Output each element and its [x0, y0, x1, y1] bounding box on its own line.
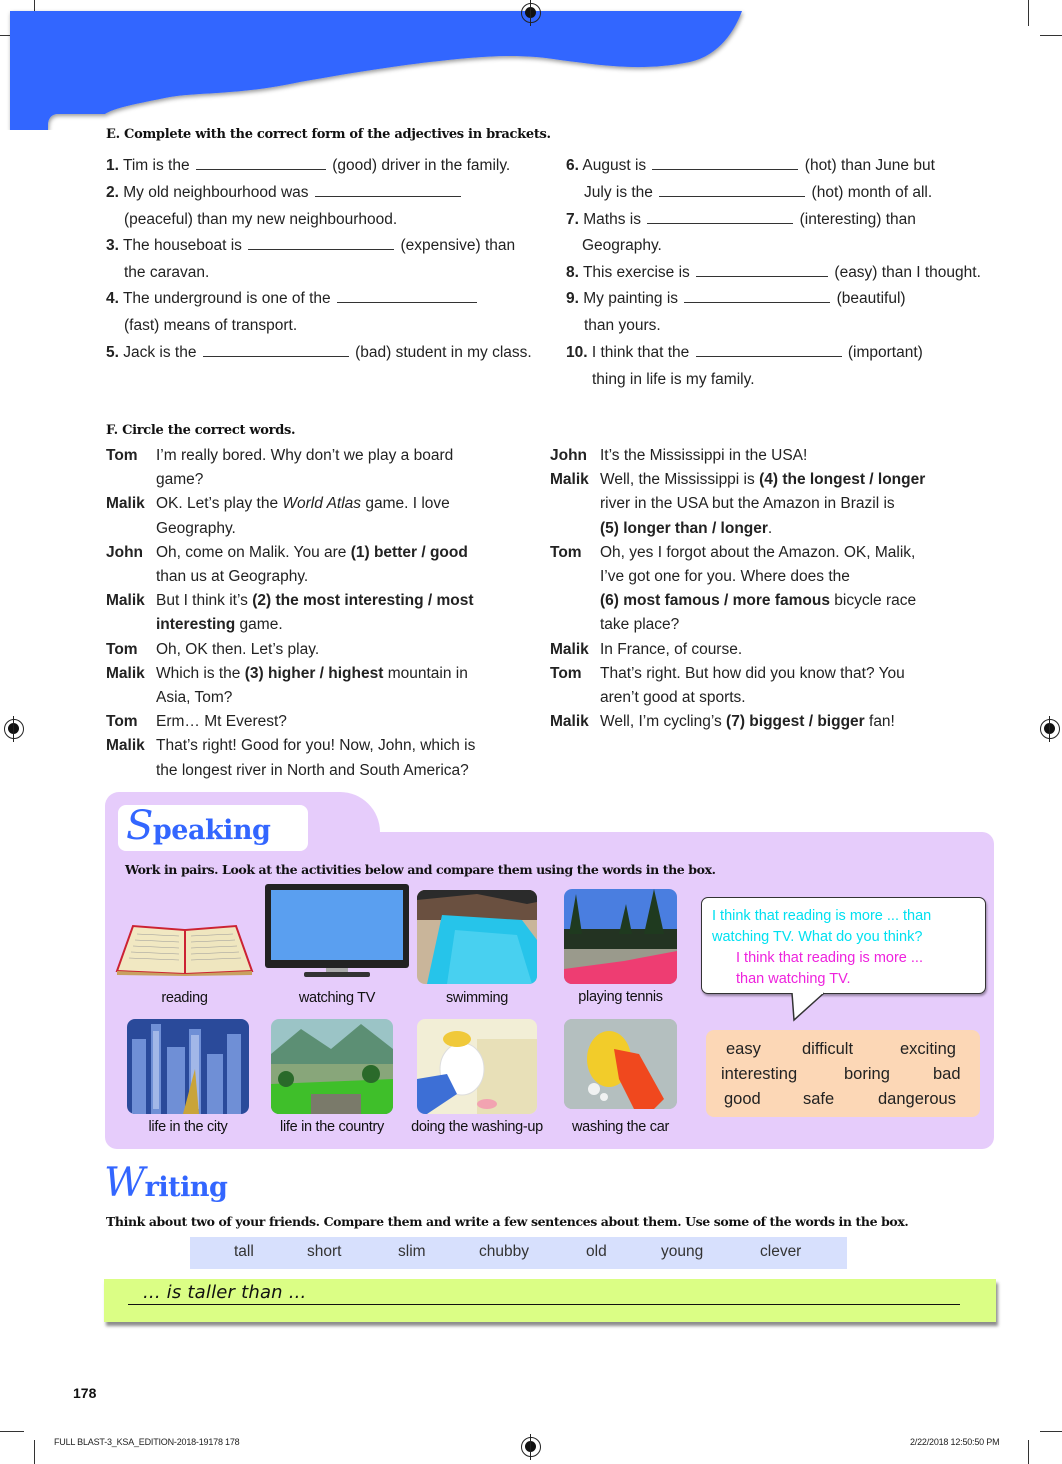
- pool-image: [417, 890, 537, 984]
- answer-blank[interactable]: [647, 210, 793, 224]
- speaking-tab-curve: [300, 792, 380, 837]
- writing-answer-line[interactable]: [128, 1304, 960, 1305]
- dialogue-right-column: [550, 444, 980, 734]
- activity-reading: reading: [113, 916, 256, 981]
- answer-blank[interactable]: [696, 343, 842, 357]
- word: young: [661, 1243, 704, 1260]
- answer-blank[interactable]: [659, 183, 805, 197]
- word: good: [724, 1090, 761, 1108]
- exercise-e-item-7-cont: Geography.: [582, 237, 662, 254]
- registration-mark-icon: [521, 3, 541, 23]
- exercise-e-item-3-cont: the caravan.: [124, 264, 210, 281]
- print-slug-left: FULL BLAST-3_KSA_EDITION-2018-19178 178: [54, 1437, 240, 1447]
- choice-option[interactable]: (4) the longest / longer: [759, 471, 926, 489]
- print-slug-right: 2/22/2018 12:50:50 PM: [910, 1437, 1000, 1447]
- word: tall: [234, 1243, 254, 1260]
- word: boring: [844, 1065, 890, 1083]
- activity-doing-the-washing-up: doing the washing-up: [417, 1019, 537, 1114]
- choice-option[interactable]: (7) biggest / bigger: [726, 713, 865, 731]
- choice-option[interactable]: (6) most famous / more famous: [600, 592, 830, 610]
- answer-blank[interactable]: [203, 343, 349, 357]
- page-number: 178: [73, 1385, 97, 1401]
- word: chubby: [479, 1243, 529, 1260]
- exercise-e-title: E. Complete with the correct form of the adjectives in brackets.: [106, 127, 551, 142]
- exercise-e-item-9-cont: than yours.: [584, 317, 661, 334]
- speech-bubble-tail: [788, 992, 828, 1022]
- speaking-word-box: [706, 1030, 980, 1117]
- exercise-e-item-10: 10. I think that the (important): [566, 344, 923, 361]
- writing-instruction: Think about two of your friends. Compare them and write a few sentences about them. Use some of the words in the box.: [106, 1214, 909, 1229]
- word: slim: [398, 1243, 426, 1260]
- speaking-instruction: Work in pairs. Look at the activities below and compare them using the words in the box.: [125, 862, 716, 877]
- exercise-e-item-2-cont: (peaceful) than my new neighbourhood.: [124, 211, 398, 228]
- dialogue-line: Tom That’s right. But how did you know that? You aren’t good at sports.: [550, 664, 905, 707]
- dialogue-line: John Oh, come on Malik. You are (1) better / good than us at Geography.: [106, 543, 468, 586]
- choice-option[interactable]: (5) longer than / longer: [600, 519, 768, 537]
- countryside-image: [271, 1019, 393, 1114]
- dialogue-line: Malik That’s right! Good for you! Now, John, which is the longest river in North and South America?: [106, 737, 476, 779]
- exercise-e-item-4-cont: (fast) means of transport.: [124, 317, 298, 334]
- crop-mark: [0, 1431, 24, 1432]
- exercise-e-item-4: 4. The underground is one of the: [106, 286, 479, 313]
- speech-bubble: I think that reading is more ... than watching TV. What do you think? I think that reading is more ... than watching TV.: [701, 897, 986, 994]
- registration-mark-icon: [521, 1437, 541, 1457]
- crop-mark: [34, 1440, 35, 1464]
- car-wash-image: [564, 1019, 677, 1109]
- dialogue-line: Malik Which is the (3) higher / highest mountain in Asia, Tom?: [106, 664, 468, 707]
- tv-image: [264, 882, 410, 977]
- answer-blank[interactable]: [684, 289, 830, 303]
- dialogue-line: Malik Well, the Mississippi is (4) the longest / longer river in the USA but the Amazon in Brazil is (5) longer than / longer.: [550, 471, 926, 537]
- activity-playing-tennis: playing tennis: [564, 889, 677, 984]
- word: safe: [803, 1090, 835, 1108]
- answer-blank[interactable]: [696, 263, 828, 277]
- exercise-e-item-3: 3. The houseboat is (expensive) than: [106, 237, 516, 254]
- word: bad: [933, 1065, 961, 1083]
- activity-watching-tv: watching TV: [264, 882, 410, 982]
- choice-option[interactable]: (3) higher / highest: [244, 664, 384, 682]
- answer-blank[interactable]: [315, 183, 461, 197]
- answer-blank[interactable]: [652, 156, 798, 170]
- dialogue-left-column: [106, 444, 526, 783]
- exercise-e-item-6-cont: July is the (hot) month of all.: [584, 184, 933, 201]
- writing-heading: Writing: [104, 1160, 228, 1206]
- dialogue-line: Tom Oh, OK then. Let’s play.: [106, 640, 320, 658]
- word: exciting: [900, 1040, 956, 1058]
- exercise-e-item-1: 1. Tim is the (good) driver in the family.: [106, 157, 511, 174]
- crop-mark: [1028, 1440, 1029, 1464]
- exercise-e-item-5: 5. Jack is the (bad) student in my class.: [106, 344, 532, 361]
- activity-life-in-the-city: life in the city: [127, 1019, 249, 1114]
- word: old: [586, 1243, 607, 1260]
- answer-blank[interactable]: [196, 156, 326, 170]
- word: interesting: [721, 1065, 798, 1083]
- city-image: [127, 1019, 249, 1114]
- dialogue-line: Tom Erm… Mt Everest?: [106, 713, 287, 731]
- dialogue-line: Tom I’m really bored. Why don’t we play a board game?: [106, 447, 454, 489]
- dialogue-line: Malik In France, of course.: [550, 640, 743, 658]
- answer-blank[interactable]: [337, 289, 477, 303]
- activity-life-in-the-country: life in the country: [271, 1019, 393, 1114]
- exercise-e-item-2: 2. My old neighbourhood was: [106, 180, 463, 207]
- choice-option[interactable]: (2) the most interesting / most: [252, 592, 474, 610]
- dialogue-line: Malik But I think it’s (2) the most interesting / most interesting game.: [106, 592, 474, 634]
- exercise-e-item-8: 8. This exercise is (easy) than I thought.: [566, 264, 981, 281]
- word: clever: [760, 1243, 802, 1260]
- word: difficult: [802, 1040, 854, 1058]
- book-image: [113, 916, 256, 976]
- registration-mark-icon: [1040, 719, 1060, 739]
- word: easy: [726, 1040, 761, 1058]
- dialogue-line: Tom Oh, yes I forgot about the Amazon. OK, Malik, I’ve got one for you. Where does the (6) most famous / more famous bicycle race take place?: [550, 543, 917, 634]
- writing-word-box: [190, 1237, 847, 1269]
- exercise-e-item-6: 6. August is (hot) than June but: [566, 157, 935, 174]
- choice-option[interactable]: interesting: [156, 616, 236, 634]
- speaking-heading: Speaking: [126, 803, 271, 849]
- word: short: [307, 1243, 342, 1260]
- exercise-f-title: F. Circle the correct words.: [106, 423, 296, 438]
- dialogue-line: Malik OK. Let’s play the World Atlas game. I love Geography.: [106, 495, 450, 537]
- activity-swimming: swimming: [417, 890, 537, 984]
- word: dangerous: [878, 1090, 956, 1108]
- dialogue-line: John It’s the Mississippi in the USA!: [550, 447, 808, 464]
- exercise-e-item-7: 7. Maths is (interesting) than: [566, 211, 916, 228]
- answer-blank[interactable]: [248, 236, 394, 250]
- exercise-e-item-9: 9. My painting is (beautiful): [566, 290, 906, 307]
- choice-option[interactable]: (1) better / good: [350, 543, 468, 561]
- tennis-court-image: [564, 889, 677, 984]
- dishes-image: [417, 1019, 537, 1114]
- dialogue-line: Malik Well, I’m cycling’s (7) biggest / bigger fan!: [550, 713, 895, 731]
- crop-mark: [1040, 1431, 1062, 1432]
- registration-mark-icon: [4, 719, 24, 739]
- activity-washing-the-car: washing the car: [564, 1019, 677, 1109]
- exercise-e-item-10-cont: thing in life is my family.: [592, 371, 755, 388]
- writing-example: ... is taller than ...: [143, 1282, 307, 1303]
